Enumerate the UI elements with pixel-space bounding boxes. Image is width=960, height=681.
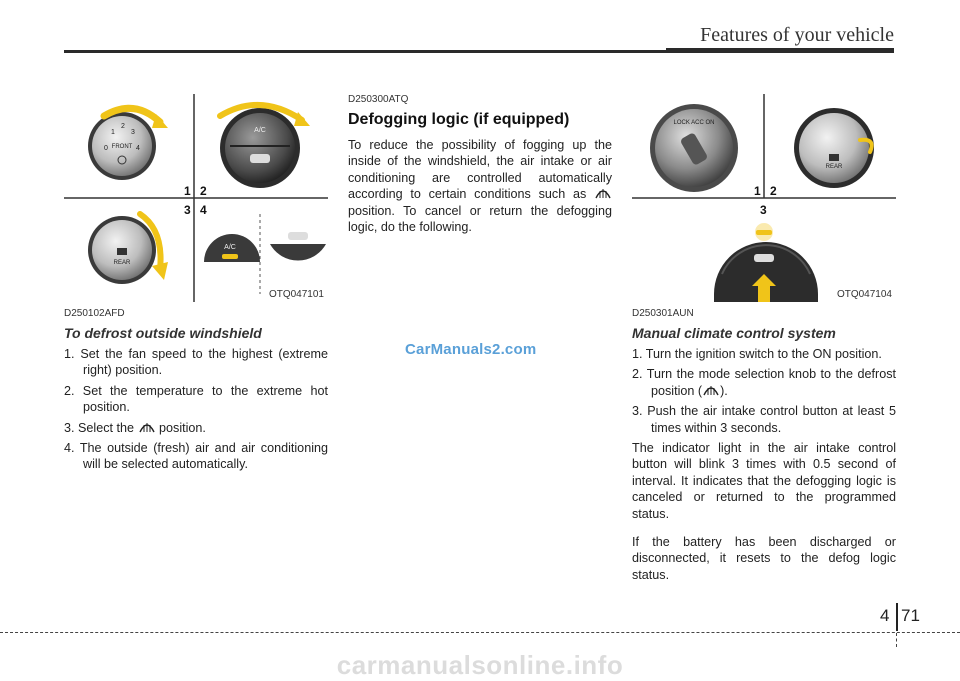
step-list (632, 346, 896, 436)
page-number-divider (896, 603, 898, 631)
fig-label-3: 3 (184, 203, 191, 217)
front-defrost-icon (138, 420, 156, 434)
fig-label-1: 1 (754, 184, 761, 198)
step-3: 3. Push the air intake control button at least 5 times within 3 seconds. (632, 404, 896, 435)
step-1: 1. Set the fan speed to the highest (extreme right) position. (64, 347, 328, 378)
front-defrost-icon (594, 186, 612, 200)
header-rule-accent (666, 48, 894, 53)
ac-button-label: A/C (224, 244, 236, 251)
step-4: 4. The outside (fresh) air and air conditioning will be selected automatically. (64, 441, 328, 472)
section-heading: Defogging logic (if equipped) (348, 111, 570, 128)
step-3 (64, 420, 328, 436)
site-watermark-footer: carmanualsonline.info (336, 650, 624, 680)
section-heading: Manual climate control system (632, 325, 836, 341)
fan-tick-0: 0 (104, 145, 108, 152)
section-heading: To defrost outside windshield (64, 325, 262, 341)
carmanuals-watermark: CarManuals2.com (405, 341, 537, 358)
fig-label-4: 4 (200, 203, 207, 217)
section-code: D250102AFD (64, 308, 125, 319)
para-part-a: To reduce the possibility of fogging up the inside of the windshield, the air intake or air conditioning are controlled automatically according to certain conditions such as (348, 138, 612, 202)
fig-label-2: 2 (200, 184, 207, 198)
manual-climate-illustration (632, 94, 896, 302)
footer-rule (0, 632, 960, 633)
column-defrost (64, 94, 328, 477)
indicator-paragraph: The indicator light in the air intake control button will blink 3 times with 0.5 second of interval. It indicates that the defogging logic is canceled or returned to the programmed status. (632, 441, 896, 521)
front-knob-label: FRONT (111, 144, 133, 150)
fig-label-3: 3 (760, 203, 767, 217)
column-manual-climate (632, 94, 896, 583)
fan-tick-1: 1 (111, 129, 115, 136)
page-section-number: 4 (880, 606, 890, 625)
step-1: 1. Turn the ignition switch to the ON position. (632, 347, 882, 361)
fig-label-1: 1 (184, 184, 191, 198)
front-defrost-icon (702, 383, 720, 397)
figure-code: OTQ047104 (836, 289, 892, 300)
defrost-controls-illustration (64, 94, 328, 302)
step-list (64, 346, 328, 473)
rear-knob-label: REAR (825, 164, 843, 170)
section-code: D250300ATQ (348, 94, 409, 105)
fan-tick-4: 4 (136, 145, 140, 152)
figure-defrost-controls (64, 94, 328, 302)
step-2-text: 2. Turn the mode selection knob to the defrost position ( (632, 367, 896, 398)
para-part-b: position. To cancel or return the defogging logic, do the following. (348, 203, 612, 235)
fan-tick-3: 3 (131, 129, 135, 136)
figure-manual-climate (632, 94, 896, 302)
column-defogging-logic (348, 94, 612, 235)
step-2 (632, 366, 896, 399)
page-header-title: Features of your vehicle (700, 24, 894, 46)
step-2-tail: ). (720, 383, 728, 398)
ac-knob-label: A/C (254, 127, 266, 134)
defogging-paragraph (348, 137, 612, 235)
figure-code: OTQ047101 (268, 289, 324, 300)
fig-label-2: 2 (770, 184, 777, 198)
fan-tick-2: 2 (121, 123, 125, 130)
step-2: 2. Set the temperature to the extreme hot position. (64, 383, 328, 415)
page-number: 71 (901, 606, 920, 625)
battery-paragraph: If the battery has been discharged or disconnected, it resets to the defog logic status. (632, 535, 896, 582)
step-3-tail: position. (155, 420, 206, 435)
ignition-label: LOCK ACC ON (673, 120, 715, 126)
step-3-text: 3. Select the (64, 420, 135, 435)
rear-knob-label: REAR (113, 260, 131, 266)
footer-tick (896, 633, 897, 647)
section-code: D250301AUN (632, 308, 694, 319)
